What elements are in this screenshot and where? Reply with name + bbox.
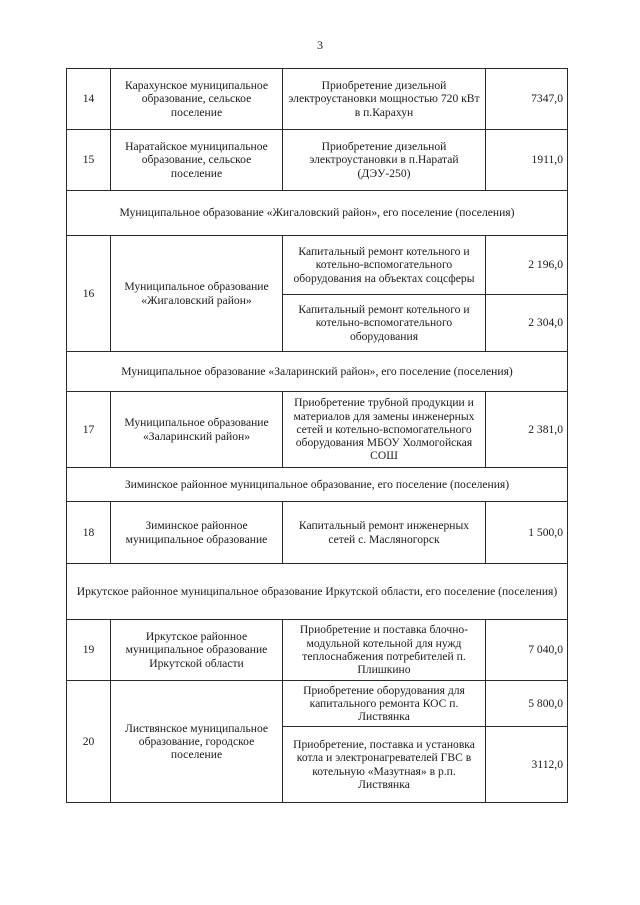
work-description-cell: Приобретение трубной продукции и материалов для замены инженерных сетей и котельно-вспомогательного оборудования МБОУ Холмогойская СОШ (283, 392, 486, 468)
amount-cell: 5 800,0 (486, 681, 568, 727)
amount-cell: 2 304,0 (486, 295, 568, 352)
funding-table (66, 68, 568, 803)
amount-cell: 7 040,0 (486, 620, 568, 681)
municipality-cell: Муниципальное образование «Жигаловский район» (111, 236, 283, 352)
table-row-17 (67, 392, 568, 468)
municipality-cell: Наратайское муниципальное образование, сельское поселение (111, 130, 283, 191)
work-description-cell: Капитальный ремонт котельного и котельно-вспомогательного оборудования (283, 295, 486, 352)
row-number: 20 (67, 681, 111, 803)
amount-cell: 2 381,0 (486, 392, 568, 468)
row-number: 16 (67, 236, 111, 352)
table-row-18 (67, 502, 568, 564)
table-row-14 (67, 69, 568, 130)
work-description-cell: Приобретение дизельной электроустановки мощностью 720 кВт в п.Карахун (283, 69, 486, 130)
section-header: Зиминское районное муниципальное образование, его поселение (поселения) (67, 468, 568, 502)
page-number: 3 (317, 38, 323, 52)
row-number: 17 (67, 392, 111, 468)
section-header: Иркутское районное муниципальное образование Иркутской области, его поселение (поселения) (67, 564, 568, 620)
municipality-cell: Карахунское муниципальное образование, сельское поселение (111, 69, 283, 130)
work-description-cell: Капитальный ремонт котельного и котельно-вспомогательного оборудования на объектах соцсферы (283, 236, 486, 295)
table-row-19 (67, 620, 568, 681)
amount-cell: 1 500,0 (486, 502, 568, 564)
table-row-20 (67, 681, 568, 727)
work-description-cell: Приобретение, поставка и установка котла и электронагревателей ГВС в котельную «Мазутная» в р.п. Листвянка (283, 727, 486, 803)
row-number: 18 (67, 502, 111, 564)
section-header-row (67, 352, 568, 392)
table-row-15 (67, 130, 568, 191)
section-header: Муниципальное образование «Жигаловский район», его поселение (поселения) (67, 191, 568, 236)
row-number: 14 (67, 69, 111, 130)
municipality-cell: Муниципальное образование «Заларинский район» (111, 392, 283, 468)
work-description-cell: Капитальный ремонт инженерных сетей с. Масляногорск (283, 502, 486, 564)
amount-cell: 1911,0 (486, 130, 568, 191)
work-description-cell: Приобретение дизельной электроустановки в п.Наратай (ДЭУ-250) (283, 130, 486, 191)
municipality-cell: Иркутское районное муниципальное образование Иркутской области (111, 620, 283, 681)
table-row-16 (67, 236, 568, 295)
municipality-cell: Зиминское районное муниципальное образование (111, 502, 283, 564)
section-header-row (67, 564, 568, 620)
section-header-row (67, 191, 568, 236)
section-header-row (67, 468, 568, 502)
municipality-cell: Листвянское муниципальное образование, городское поселение (111, 681, 283, 803)
amount-cell: 7347,0 (486, 69, 568, 130)
row-number: 19 (67, 620, 111, 681)
amount-cell: 3112,0 (486, 727, 568, 803)
work-description-cell: Приобретение оборудования для капитального ремонта КОС п. Листвянка (283, 681, 486, 727)
work-description-cell: Приобретение и поставка блочно-модульной котельной для нужд теплоснабжения потребителей п. Плишкино (283, 620, 486, 681)
section-header: Муниципальное образование «Заларинский район», его поселение (поселения) (67, 352, 568, 392)
row-number: 15 (67, 130, 111, 191)
amount-cell: 2 196,0 (486, 236, 568, 295)
